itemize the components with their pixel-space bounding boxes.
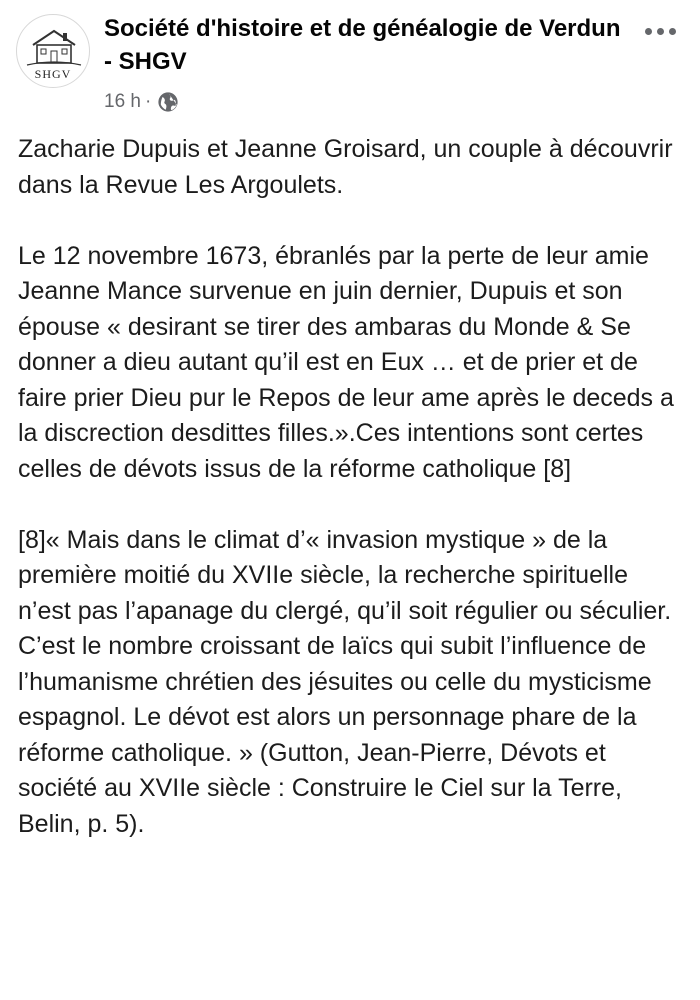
globe-icon[interactable]	[157, 91, 179, 113]
more-dot-icon	[645, 28, 652, 35]
post-header	[14, 4, 686, 116]
post-paragraph: Le 12 novembre 1673, ébranlés par la perte de leur amie Jeanne Mance survenue en juin dernier, Dupuis et son épouse « desirant se tirer des ambaras du Monde & Se donner a dieu autant qu’il est en Eux … et de prier et de faire prier Dieu pur le Repos de leur ame après le deceds a la discrection desdittes filles.».Ces intentions sont certes celles de dévots issus de la réforme catholique [8]	[18, 241, 674, 483]
post-timestamp[interactable]: 16 h	[104, 91, 141, 112]
avatar-label: SHGV	[34, 67, 72, 81]
more-dot-icon	[669, 28, 676, 35]
page-name-link[interactable]: Société d'histoire et de généalogie de Verdun - SHGV	[104, 15, 621, 75]
more-options-button[interactable]	[638, 16, 682, 46]
post-paragraph: [8]« Mais dans le climat d’« invasion mystique » de la première moitié du XVIIe siècle, la recherche spirituelle n’est pas l’apanage du clergé, qu’il soit régulier ou séculier. C’est le nombre croissant de laïcs qui subit l’influence de l’humanisme chrétien des jésuites ou celle du mysticisme espagnol. Le dévot est alors un personnage phare de la réforme catholique. » (Gutton, Jean-Pierre, Dévots et société au XVIIe siècle : Construire le Ciel sur la Terre, Belin, p. 5).	[18, 525, 672, 838]
page-avatar[interactable]	[16, 14, 90, 88]
post-meta	[104, 88, 179, 116]
post-body	[18, 132, 686, 842]
meta-separator: ·	[144, 91, 152, 112]
post-paragraph: Zacharie Dupuis et Jeanne Groisard, un couple à découvrir dans la Revue Les Argoulets.	[18, 135, 673, 199]
more-dot-icon	[657, 28, 664, 35]
